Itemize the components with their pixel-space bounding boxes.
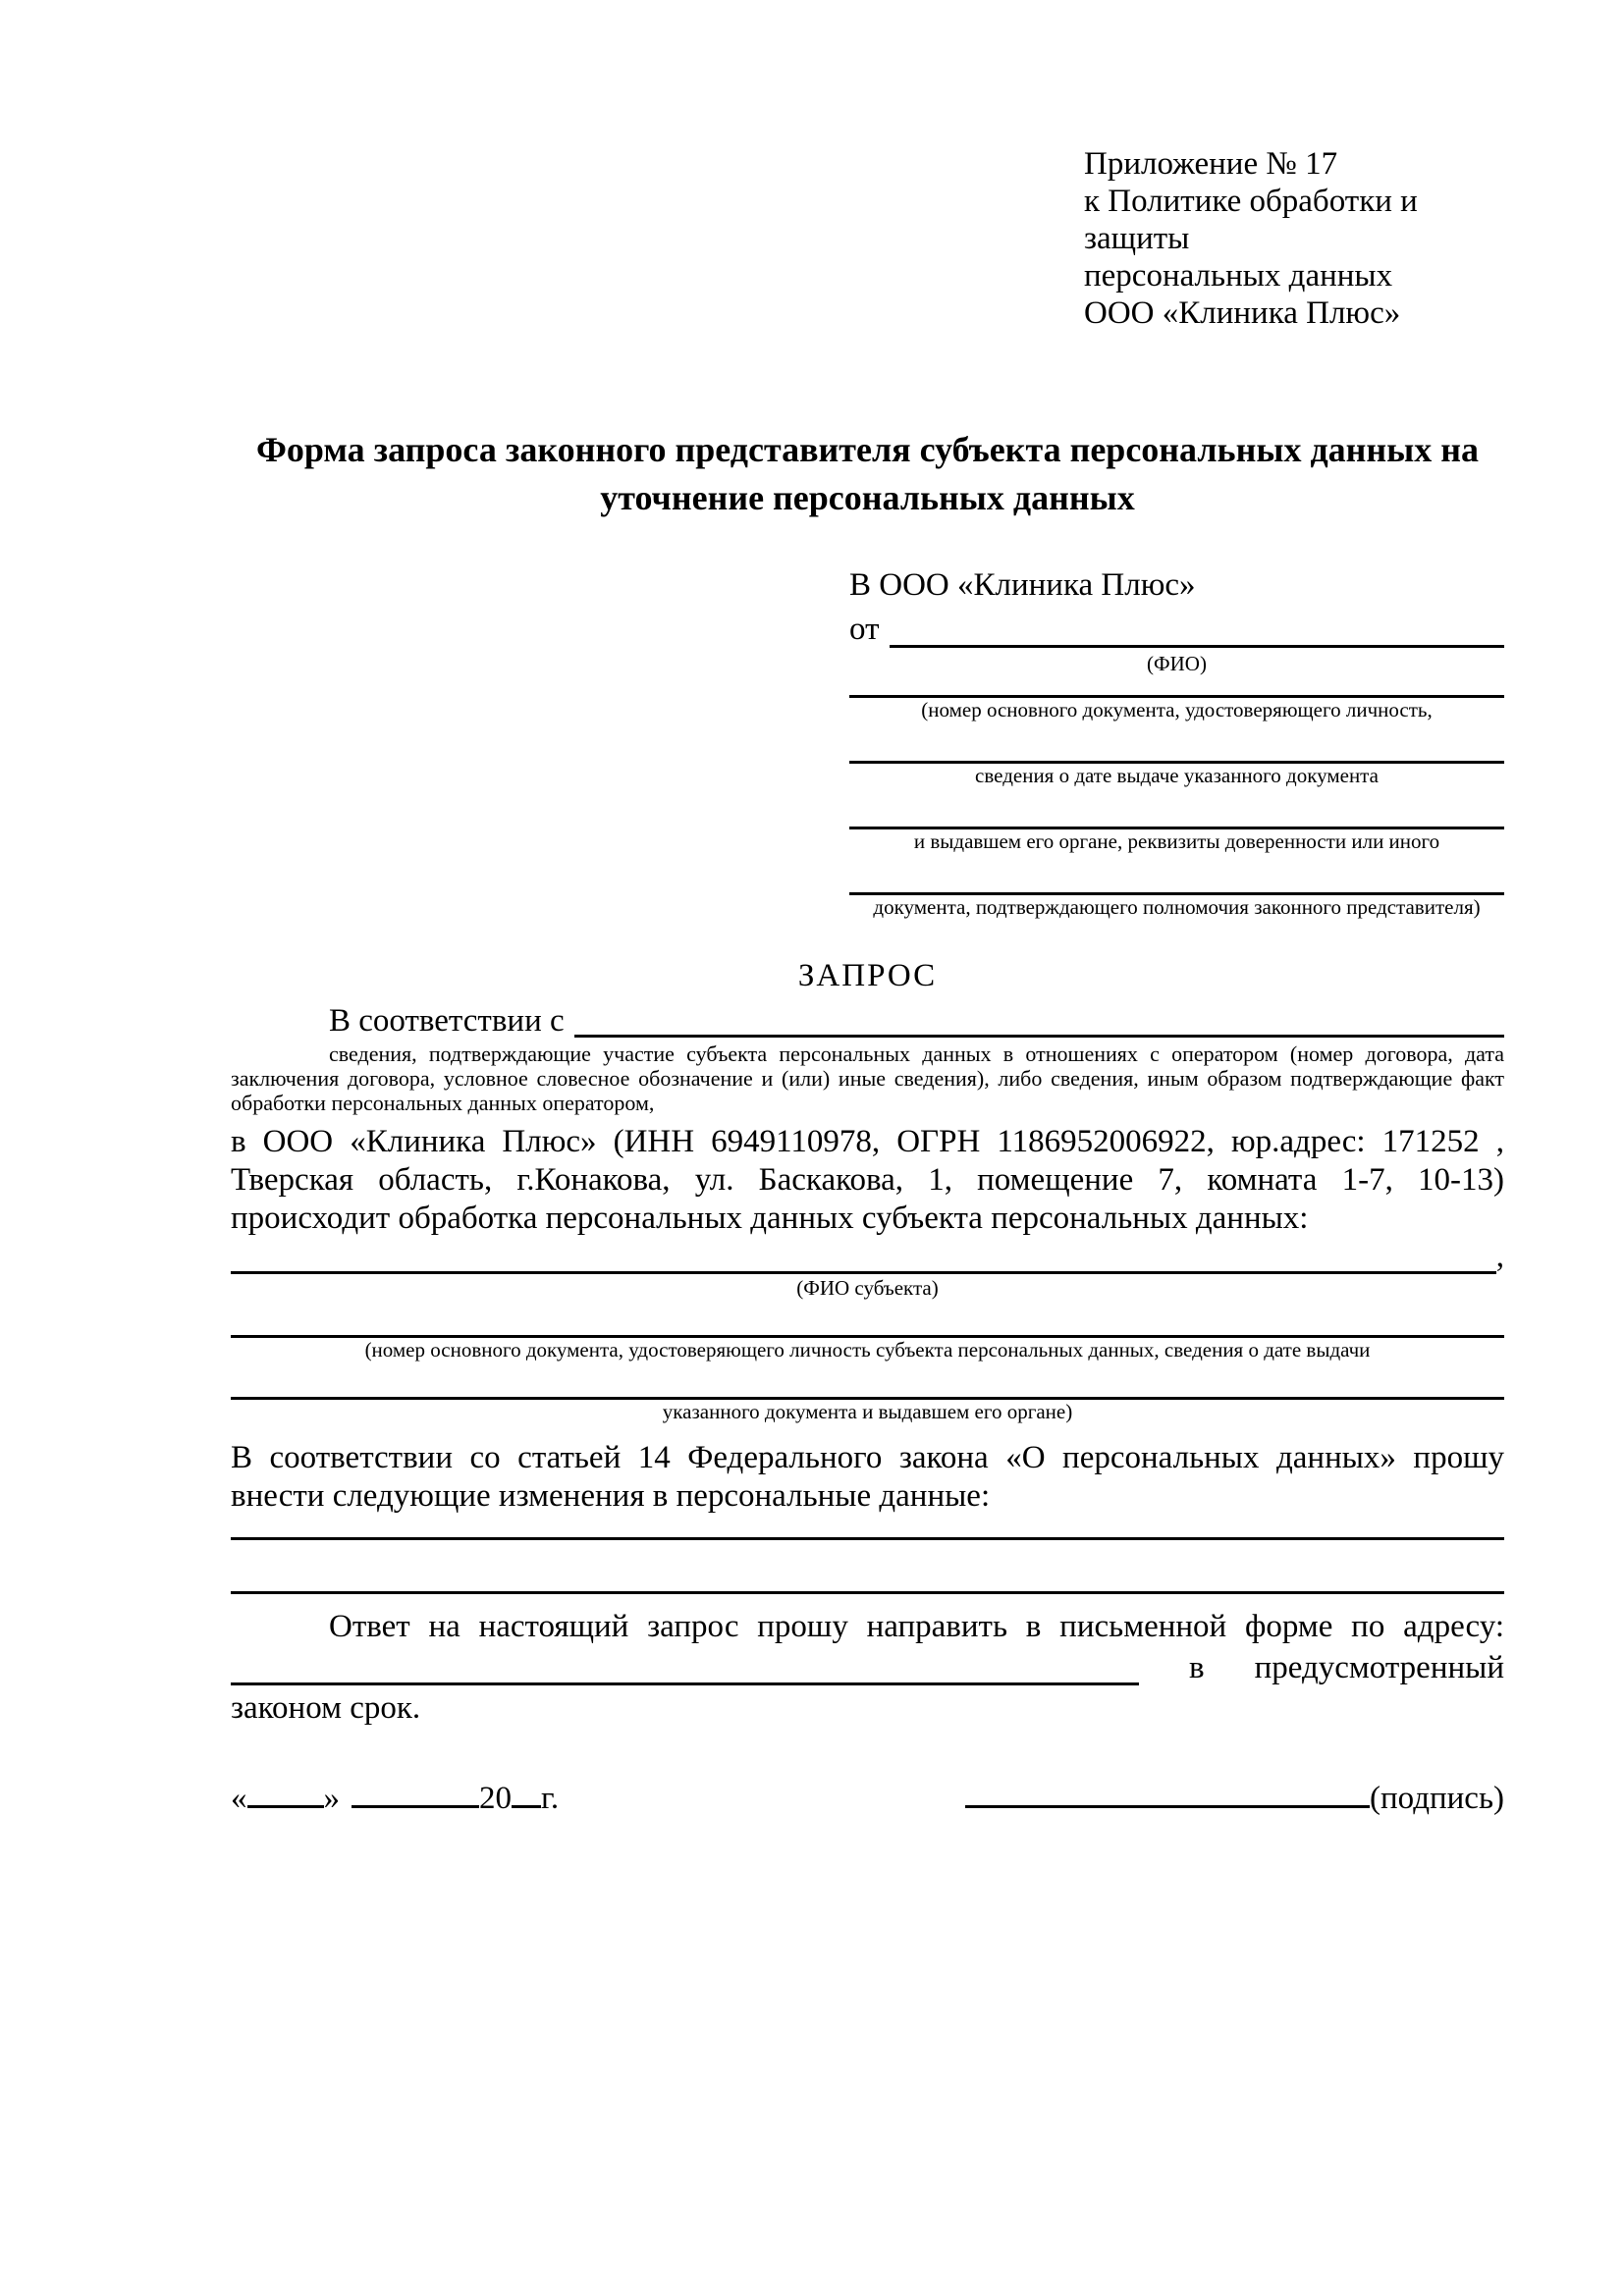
request-heading: ЗАПРОС xyxy=(797,958,938,993)
subject-fio-suffix: , xyxy=(1495,1239,1504,1274)
date-field xyxy=(231,1773,559,1818)
month-fill-line xyxy=(352,1773,479,1808)
signature-caption: (подпись) xyxy=(1370,1781,1504,1816)
from-row xyxy=(849,608,1504,652)
appendix-header xyxy=(1084,145,1504,332)
signature-field xyxy=(965,1773,1504,1818)
appendix-line: к Политике обработки и защиты xyxy=(1084,184,1418,256)
year-fill-line xyxy=(512,1773,541,1808)
appendix-line: Приложение № 17 xyxy=(1084,146,1338,182)
quote-close: » xyxy=(323,1781,340,1816)
representative-doc-caption: документа, подтверждающего полномочия законного представителя) xyxy=(873,895,1481,919)
day-fill-line xyxy=(247,1773,324,1808)
operator-paragraph: в ООО «Клиника Плюс» (ИНН 6949110978, ОГРН 1186952006922, юр.адрес: 171252 , Тверская область, г.Конакова, ул. Баскакова, 1, помещение 7, комната 1-7, 10-13) происходит обработка персональных данных субъекта персональных данных: xyxy=(231,1124,1504,1236)
subject-fio-row xyxy=(231,1238,1504,1276)
response-paragraph-end: законом срок. xyxy=(231,1690,421,1726)
response-paragraph: Ответ на настоящий запрос прошу направить в письменной форме по адресу: xyxy=(329,1609,1504,1644)
addressee-block xyxy=(849,563,1504,919)
article-paragraph: В соответствии со статьей 14 Федерального закона «О персональных данных» прошу внести следующие изменения в персональные данные: xyxy=(231,1440,1504,1514)
year-prefix: 20 xyxy=(479,1781,512,1816)
footnote-text: сведения, подтверждающие участие субъекта персональных данных в отношениях с оператором (номер договора, дата заключения договора, условное словесное обозначение и (или) иные сведения), либо сведения, иным образом подтверждающие факт обработки персональных данных оператором, xyxy=(231,1041,1504,1115)
subject-fio-caption: (ФИО субъекта) xyxy=(796,1276,939,1300)
response-word: предусмотренный xyxy=(1254,1650,1504,1685)
address-row xyxy=(231,1646,1504,1689)
representative-doc-caption: (номер основного документа, удостоверяющего личность, xyxy=(921,698,1433,721)
signature-fill-line xyxy=(965,1773,1370,1808)
fio-fill-line xyxy=(890,645,1505,648)
representative-doc-caption: сведения о дате выдаче указанного документа xyxy=(975,764,1379,787)
appendix-line: персональных данных xyxy=(1084,258,1393,294)
address-fill-line xyxy=(231,1682,1139,1685)
changes-fill-line xyxy=(231,1591,1504,1594)
subject-fio-fill-line xyxy=(231,1271,1496,1274)
representative-doc-caption: и выдавшем его органе, реквизиты доверенности или иного xyxy=(913,829,1440,853)
quote-open: « xyxy=(231,1781,247,1816)
year-suffix: г. xyxy=(541,1781,560,1816)
fio-caption: (ФИО) xyxy=(1147,652,1207,675)
subject-doc-caption: указанного документа и выдавшем его органе) xyxy=(662,1400,1073,1423)
intro-fill-line xyxy=(574,1035,1504,1038)
response-word: в xyxy=(1189,1650,1205,1685)
date-signature-row xyxy=(231,1773,1504,1818)
appendix-line: ООО «Клиника Плюс» xyxy=(1084,295,1401,331)
changes-fill-line xyxy=(231,1537,1504,1540)
form-title: Форма запроса законного представителя субъекта персональных данных на уточнение персональных данных xyxy=(256,430,1479,517)
intro-prefix: В соответствии с xyxy=(329,1003,565,1039)
intro-row xyxy=(231,1000,1504,1041)
addressee-to: В ООО «Клиника Плюс» xyxy=(849,567,1196,603)
from-label: от xyxy=(849,612,880,647)
subject-doc-caption: (номер основного документа, удостоверяющего личность субъекта персональных данных, сведения о дате выдачи xyxy=(364,1338,1371,1362)
